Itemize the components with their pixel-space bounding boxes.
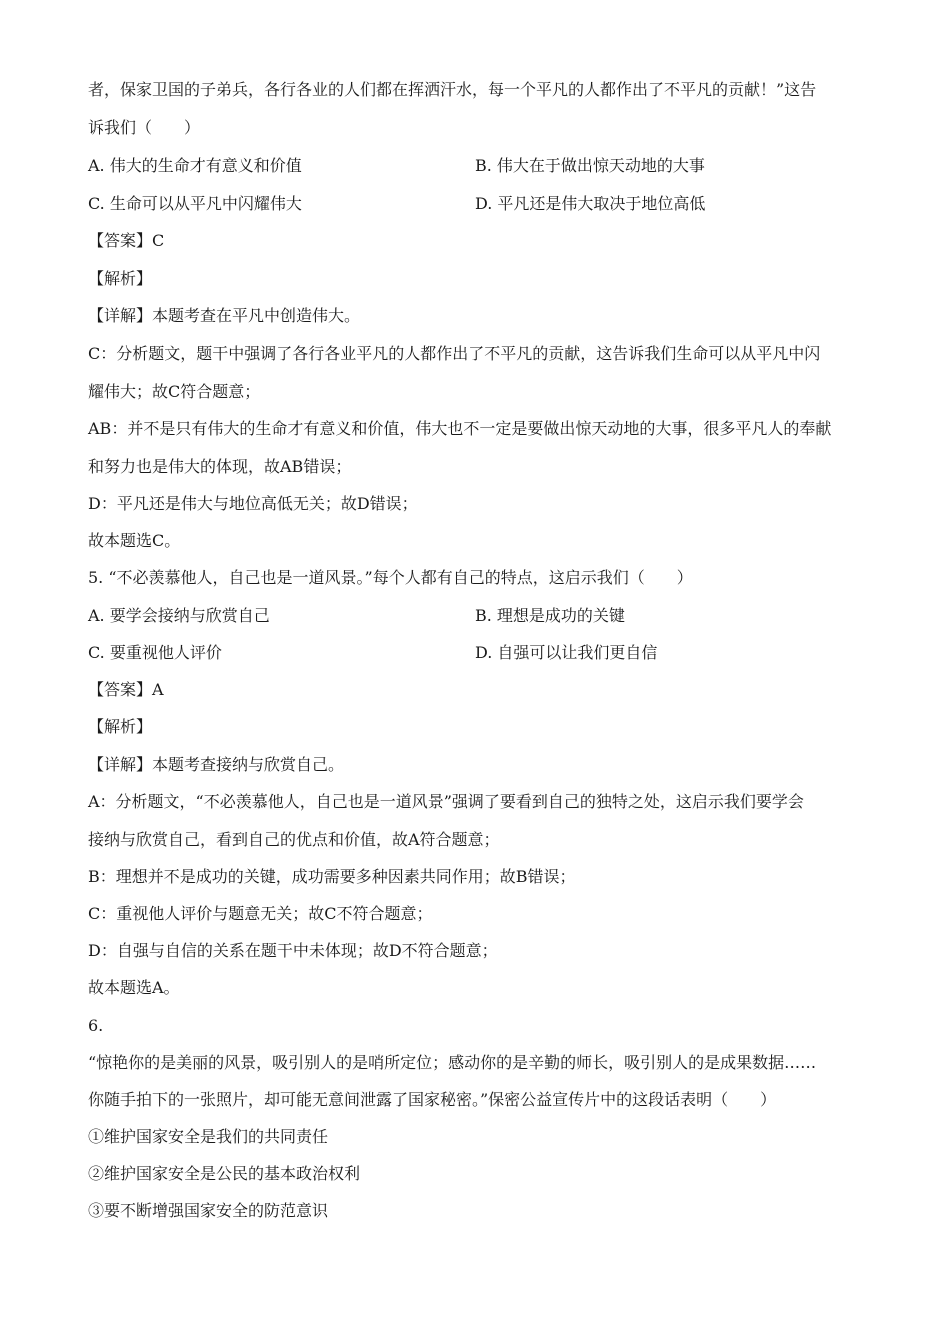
q6-item-3: ③要不断增强国家安全的防范意识	[88, 1201, 329, 1220]
q5-option-d: D. 自强可以让我们更自信	[475, 643, 658, 662]
q4-answer: 【答案】C	[88, 231, 165, 250]
q6-number: 6.	[88, 1016, 104, 1035]
q4-explanation-d: D：平凡还是伟大与地位高低无关；故D错误；	[88, 494, 418, 513]
q5-explanation-d: D：自强与自信的关系在题干中未体现；故D不符合题意；	[88, 941, 498, 960]
q5-explanation-a-line2: 接纳与欣赏自己，看到自己的优点和价值，故A符合题意；	[88, 830, 500, 849]
q5-detail: 【详解】本题考查接纳与欣赏自己。	[88, 755, 345, 774]
q4-option-a: A. 伟大的生命才有意义和价值	[88, 156, 302, 175]
q4-option-c: C. 生命可以从平凡中闪耀伟大	[88, 194, 302, 213]
q5-option-b: B. 理想是成功的关键	[475, 606, 625, 625]
q5-option-c: C. 要重视他人评价	[88, 643, 222, 662]
q5-answer: 【答案】A	[88, 680, 164, 699]
q4-option-d: D. 平凡还是伟大取决于地位高低	[475, 194, 706, 213]
q5-explanation-b: B：理想并不是成功的关键，成功需要多种因素共同作用；故B错误；	[88, 867, 576, 886]
q6-stem-line1: “惊艳你的是美丽的风景，吸引别人的是哨所定位；感动你的是辛勤的师长，吸引别人的是成果数据……	[88, 1053, 817, 1072]
q4-explanation-c-line2: 耀伟大；故C符合题意；	[88, 382, 261, 401]
q5-explanation-a-line1: A：分析题文，“不必羡慕他人，自己也是一道风景”强调了要看到自己的独特之处，这启示我们要学会	[88, 792, 804, 811]
q4-option-b: B. 伟大在于做出惊天动地的大事	[475, 156, 705, 175]
q4-explanation-c-line1: C：分析题文，题干中强调了各行各业平凡的人都作出了不平凡的贡献，这告诉我们生命可以从平凡中闪	[88, 344, 821, 363]
q4-stem-line2: 诉我们（ ）	[88, 118, 201, 137]
q5-conclusion: 故本题选A。	[88, 978, 180, 997]
q4-explanation-ab-line1: AB：并不是只有伟大的生命才有意义和价值，伟大也不一定是要做出惊天动地的大事，很多平凡人的奉献	[88, 419, 832, 438]
q5-option-a: A. 要学会接纳与欣赏自己	[88, 606, 270, 625]
q4-analysis-heading: 【解析】	[88, 269, 153, 288]
q5-explanation-c: C：重视他人评价与题意无关；故C不符合题意；	[88, 904, 433, 923]
q6-stem-line2: 你随手拍下的一张照片，却可能无意间泄露了国家秘密。”保密公益宣传片中的这段话表明（ ）	[88, 1090, 777, 1109]
q6-item-2: ②维护国家安全是公民的基本政治权利	[88, 1164, 361, 1183]
q6-item-1: ①维护国家安全是我们的共同责任	[88, 1127, 329, 1146]
q4-stem-line1: 者，保家卫国的子弟兵，各行各业的人们都在挥洒汗水，每一个平凡的人都作出了不平凡的贡献！”这告	[88, 80, 817, 99]
q4-detail: 【详解】本题考查在平凡中创造伟大。	[88, 306, 361, 325]
q5-analysis-heading: 【解析】	[88, 717, 153, 736]
q4-explanation-ab-line2: 和努力也是伟大的体现，故AB错误；	[88, 457, 352, 476]
q5-stem: 5. “不必羡慕他人，自己也是一道风景。”每个人都有自己的特点，这启示我们（ ）	[88, 568, 693, 587]
q4-conclusion: 故本题选C。	[88, 531, 181, 550]
